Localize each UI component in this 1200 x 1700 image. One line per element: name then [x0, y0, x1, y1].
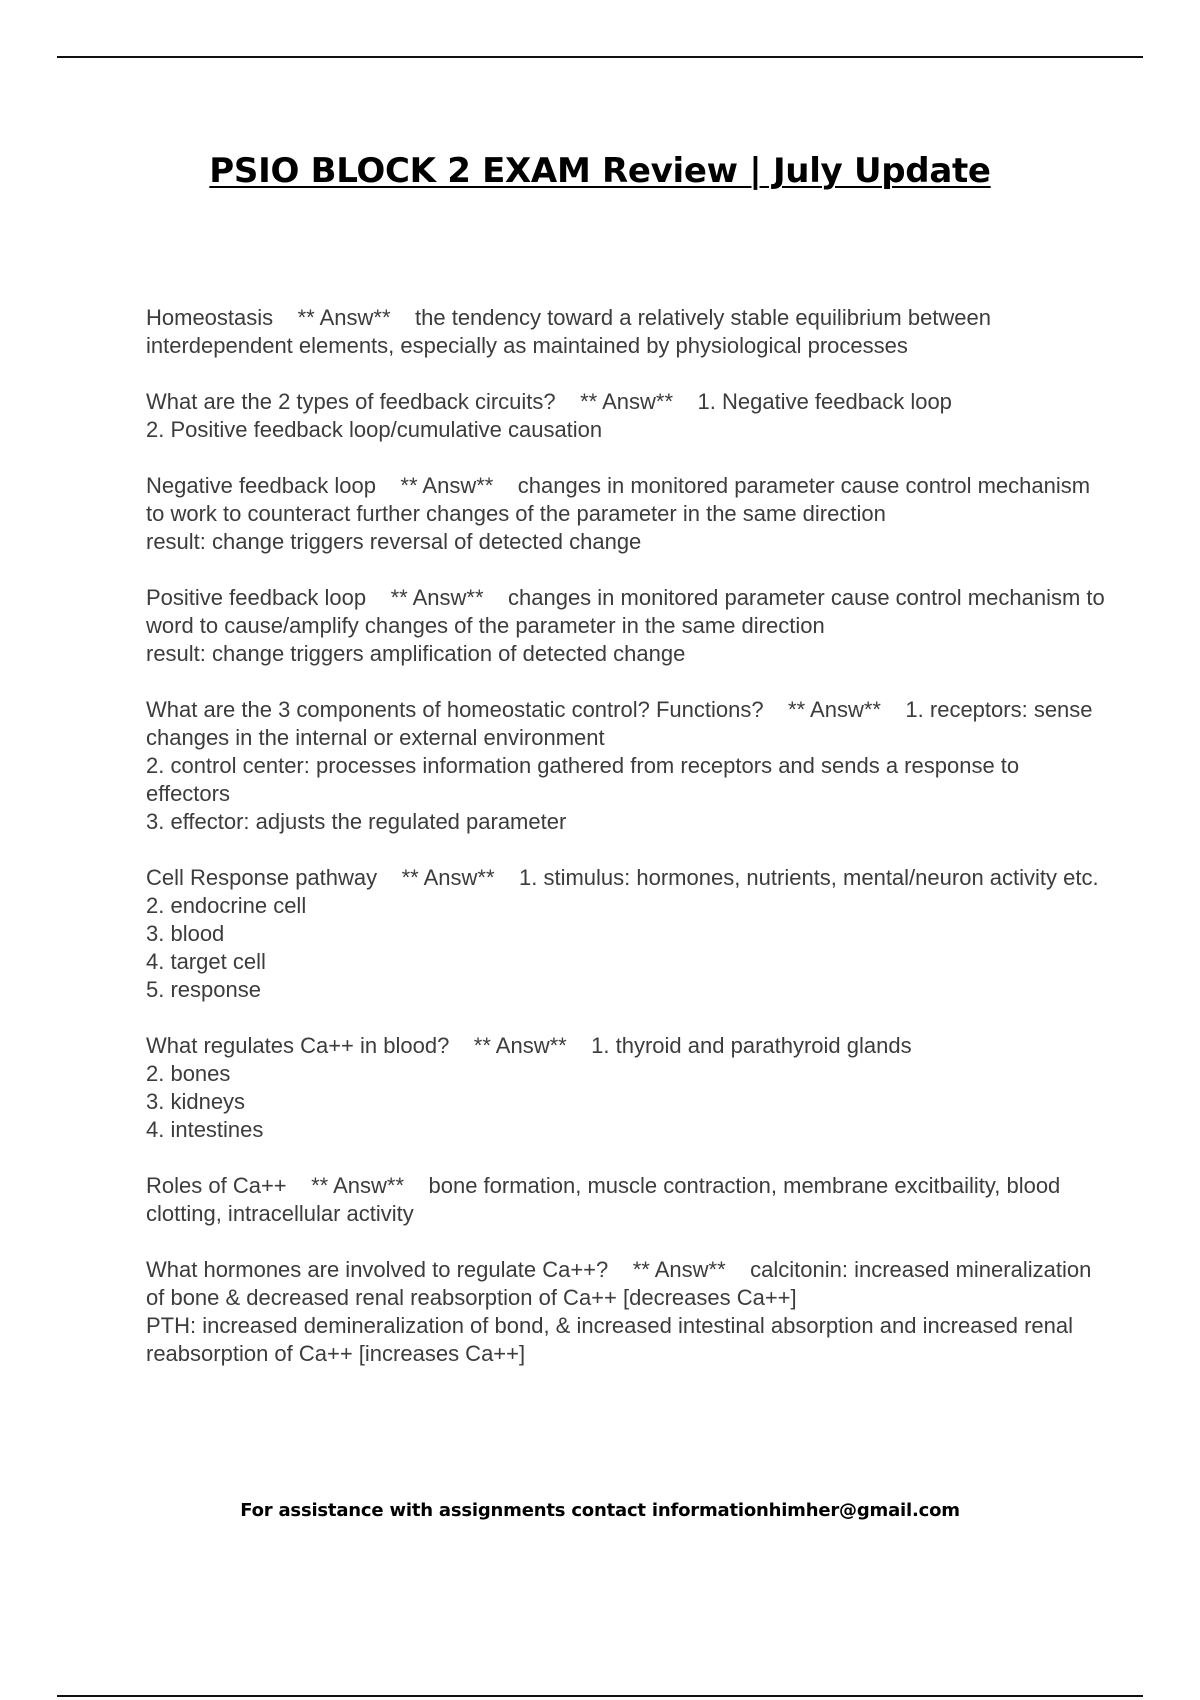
answer: changes in monitored parameter cause control mechanism to word to cause/amplify changes of the parameter in the same direction result: change triggers amplification of detected change [146, 585, 1105, 666]
qa-item [146, 472, 1106, 556]
document-title-text: PSIO BLOCK 2 EXAM Review | July Update [209, 151, 991, 191]
answer-marker: ** Answ** [400, 473, 494, 498]
answer-marker: ** Answ** [580, 389, 674, 414]
question: Positive feedback loop [146, 585, 367, 610]
assistance-footer: For assistance with assignments contact informationhimher@gmail.com [240, 1500, 960, 1521]
answer-marker: ** Answ** [390, 585, 484, 610]
qa-item [146, 584, 1106, 668]
qa-item [146, 696, 1106, 836]
question: What regulates Ca++ in blood? [146, 1033, 450, 1058]
answer: bone formation, muscle contraction, membrane excitbaility, blood clotting, intracellular activity [146, 1173, 1061, 1226]
question: Roles of Ca++ [146, 1173, 287, 1198]
answer: 1. Negative feedback loop 2. Positive feedback loop/cumulative causation [146, 389, 952, 442]
answer-marker: ** Answ** [401, 865, 495, 890]
top-rule [57, 56, 1143, 58]
qa-item [146, 388, 1106, 444]
question: Cell Response pathway [146, 865, 378, 890]
answer: calcitonin: increased mineralization of bone & decreased renal reabsorption of Ca++ [decreases Ca++] PTH: increased demineralization of bond, & increased intestinal absorption and increased renal reabsorption of Ca++ [increases Ca++] [146, 1257, 1092, 1366]
question: Homeostasis [146, 305, 274, 330]
answer: 1. receptors: sense changes in the internal or external environment 2. control center: processes information gathered from receptors and sends a response to effectors 3. effector: adjusts the regulated parameter [146, 697, 1093, 834]
answer-marker: ** Answ** [311, 1173, 405, 1198]
qa-item [146, 304, 1106, 360]
qa-item [146, 1172, 1106, 1228]
qa-list [146, 304, 1106, 1396]
answer-marker: ** Answ** [632, 1257, 726, 1282]
document-title [0, 148, 1200, 194]
answer-marker: ** Answ** [473, 1033, 567, 1058]
qa-item [146, 1032, 1106, 1144]
answer: 1. thyroid and parathyroid glands 2. bones 3. kidneys 4. intestines [146, 1033, 912, 1142]
question: What are the 3 components of homeostatic control? Functions? [146, 697, 764, 722]
question: What are the 2 types of feedback circuits? [146, 389, 556, 414]
question: What hormones are involved to regulate Ca++? [146, 1257, 609, 1282]
answer-marker: ** Answ** [788, 697, 881, 722]
question: Negative feedback loop [146, 473, 376, 498]
qa-item [146, 1256, 1106, 1368]
qa-item [146, 864, 1106, 1004]
answer: the tendency toward a relatively stable equilibrium between interdependent elements, especially as maintained by physiological processes [146, 305, 992, 358]
answer: changes in monitored parameter cause control mechanism to work to counteract further changes of the parameter in the same direction result: change triggers reversal of detected change [146, 473, 1091, 554]
answer-marker: ** Answ** [297, 305, 391, 330]
bottom-rule [57, 1695, 1143, 1697]
answer: 1. stimulus: hormones, nutrients, mental/neuron activity etc. 2. endocrine cell 3. blood 4. target cell 5. response [146, 865, 1099, 1002]
